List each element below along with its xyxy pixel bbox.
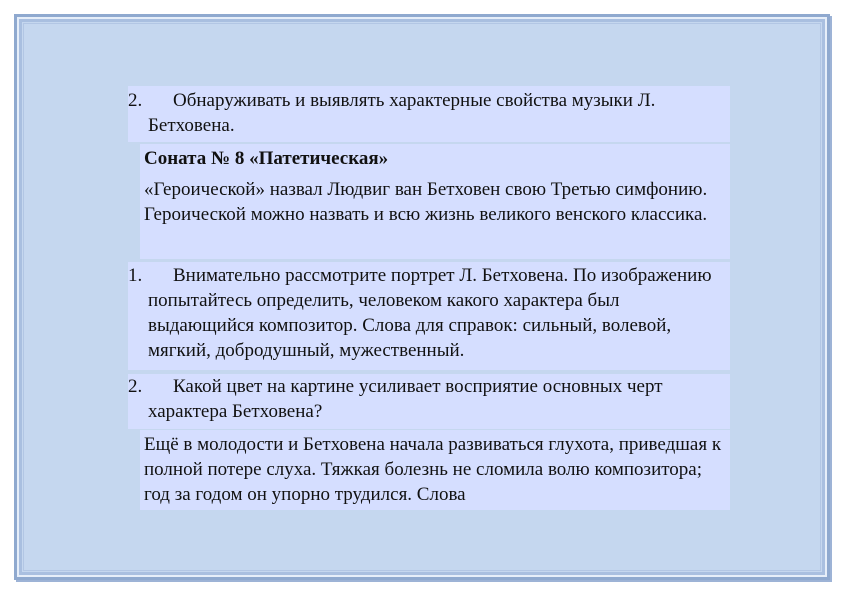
list-text: Обнаруживать и выявлять характерные свойства музыки Л. Бетховена. [148,90,656,136]
list-number: 1. [128,265,143,286]
list-text: Какой цвет на картине усиливает восприятие основных черт характера Бетховена? [148,376,663,422]
list-item [128,374,730,429]
paragraph [140,430,730,510]
list-item [128,262,730,370]
list-item [128,86,730,142]
paragraph-text: Ещё в молодости и Бетховена начала развиваться глухота, приведшая к полной потере слуха. Тяжкая болезнь не сломила волю композитора; год за годом он упорно трудился. Слова [144,434,722,505]
paragraph-text: «Героической» назвал Людвиг ван Бетховен свою Третью симфонию. Героической можно назвать и всю жизнь великого венского классика. [144,179,708,225]
paragraph [140,175,730,259]
list-text: Внимательно рассмотрите портрет Л. Бетховена. По изображению попытайтесь определить, человеком какого характера был выдающийся композитор. Слова для справок: сильный, волевой, мягкий, добродушный, мужественный. [148,265,712,361]
list-number: 2. [128,90,143,111]
list-number: 2. [128,376,143,397]
heading-text: Соната № 8 «Патетическая» [144,148,389,169]
section-heading [140,144,730,178]
